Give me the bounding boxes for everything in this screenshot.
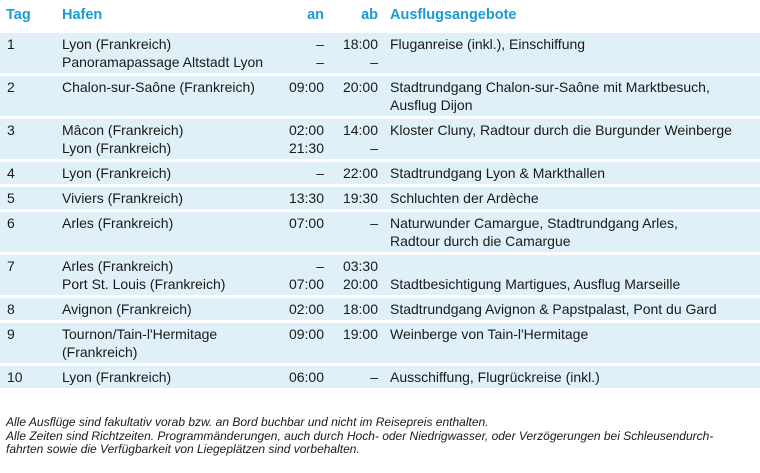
- ausflug-line: Schluchten der Ardèche: [390, 190, 539, 206]
- cell-an: [280, 211, 328, 254]
- ausflug-line: Kloster Cluny, Radtour durch die Burgunder Weinberge: [390, 122, 732, 138]
- hafen-line: Viviers (Frankreich): [62, 190, 184, 206]
- cell-an: [280, 32, 328, 75]
- hafen-line: Lyon (Frankreich): [62, 140, 172, 156]
- cell-hafen: [50, 254, 280, 297]
- header-ausflugsangebote: Ausflugsangebote: [382, 0, 760, 32]
- an-line: 07:00: [288, 276, 324, 292]
- an-line: 09:00: [288, 79, 324, 95]
- cell-tag: 9: [7, 326, 15, 342]
- hafen-line: Chalon-sur-Saône (Frankreich): [62, 79, 255, 95]
- an-line: –: [316, 258, 324, 274]
- cell-an: [280, 297, 328, 322]
- cell-hafen: [50, 75, 280, 118]
- cell-ab: [328, 322, 382, 365]
- cell-ab: [328, 365, 382, 389]
- cell-ausflug: [382, 161, 760, 186]
- cell-hafen: [50, 118, 280, 161]
- cell-ab: [328, 161, 382, 186]
- cell-hafen: [50, 211, 280, 254]
- table-row: [0, 211, 760, 254]
- cell-tag: 7: [7, 258, 15, 274]
- table-row: [0, 186, 760, 211]
- ausflug-line: Ausschiffung, Flugrückreise (inkl.): [390, 369, 600, 385]
- cell-an: [280, 322, 328, 365]
- hafen-line: Arles (Frankreich): [62, 215, 174, 231]
- hafen-line: Mâcon (Frankreich): [62, 122, 184, 138]
- cell-tag: 6: [7, 215, 15, 231]
- ausflug-line: Stadtrundgang Chalon-sur-Saône mit Marktbesuch,: [390, 79, 710, 95]
- hafen-line: Arles (Frankreich): [62, 258, 174, 274]
- table-row: [0, 365, 760, 389]
- hafen-line: Lyon (Frankreich): [62, 36, 172, 52]
- cell-hafen: [50, 186, 280, 211]
- cell-ab: [328, 254, 382, 297]
- an-line: 02:00: [288, 122, 324, 138]
- ab-line: 22:00: [342, 165, 378, 181]
- cell-ausflug: [382, 322, 760, 365]
- an-line: 02:00: [288, 301, 324, 317]
- ab-line: –: [370, 369, 378, 385]
- cell-an: [280, 75, 328, 118]
- an-line: 13:30: [288, 190, 324, 206]
- cell-tag: 8: [7, 301, 15, 317]
- header-tag: Tag: [0, 0, 50, 32]
- ab-line: 20:00: [342, 276, 378, 292]
- cell-an: [280, 365, 328, 389]
- header-hafen: Hafen: [50, 0, 280, 32]
- hafen-line: Lyon (Frankreich): [62, 165, 172, 181]
- table-row: [0, 254, 760, 297]
- header-ab: ab: [328, 0, 382, 32]
- cell-hafen: [50, 32, 280, 75]
- cell-tag: 5: [7, 190, 15, 206]
- cell-ab: [328, 211, 382, 254]
- ausflug-line: Radtour durch die Camargue: [390, 233, 571, 249]
- cell-ausflug: [382, 75, 760, 118]
- cell-hafen: [50, 365, 280, 389]
- table-row: [0, 297, 760, 322]
- ab-line: 14:00: [342, 122, 378, 138]
- hafen-line: Lyon (Frankreich): [62, 369, 172, 385]
- an-line: 06:00: [288, 369, 324, 385]
- hafen-line: Tournon/Tain-l'Hermitage: [62, 326, 218, 342]
- cell-ab: [328, 297, 382, 322]
- footnotes: [6, 416, 756, 457]
- cell-tag: 4: [7, 165, 15, 181]
- ausflug-line: Stadtbesichtigung Martigues, Ausflug Marseille: [390, 276, 681, 292]
- cell-ausflug: [382, 32, 760, 75]
- table-row: [0, 118, 760, 161]
- an-line: –: [316, 36, 324, 52]
- an-line: 07:00: [288, 215, 324, 231]
- ausflug-line: Stadtrundgang Avignon & Papstpalast, Pont du Gard: [390, 301, 717, 317]
- cell-ausflug: [382, 365, 760, 389]
- cell-tag: 10: [7, 369, 23, 385]
- cell-ausflug: [382, 297, 760, 322]
- cell-ab: [328, 32, 382, 75]
- table-row: [0, 32, 760, 75]
- ab-line: 18:00: [342, 301, 378, 317]
- ab-line: 03:30: [342, 258, 378, 274]
- table-row: [0, 161, 760, 186]
- footnote-line: fahrten sowie die Verfügbarkeit von Liegeplätzen sind vorbehalten.: [6, 442, 360, 456]
- ausflug-line: Naturwunder Camargue, Stadtrundgang Arles,: [390, 215, 678, 231]
- ab-line: 20:00: [342, 79, 378, 95]
- ausflug-line: [390, 257, 760, 275]
- cell-ausflug: [382, 211, 760, 254]
- cell-tag: 1: [7, 36, 15, 52]
- ab-line: –: [370, 140, 378, 156]
- ausflug-line: Ausflug Dijon: [390, 97, 473, 113]
- cell-ab: [328, 118, 382, 161]
- ab-line: –: [370, 54, 378, 70]
- an-line: 21:30: [288, 140, 324, 156]
- cell-ab: [328, 186, 382, 211]
- cell-hafen: [50, 322, 280, 365]
- cell-an: [280, 118, 328, 161]
- hafen-line: Avignon (Frankreich): [62, 301, 192, 317]
- ausflug-line: Fluganreise (inkl.), Einschiffung: [390, 36, 586, 52]
- cell-an: [280, 186, 328, 211]
- cell-hafen: [50, 161, 280, 186]
- cell-an: [280, 161, 328, 186]
- cell-tag: 2: [7, 79, 15, 95]
- cell-ab: [328, 75, 382, 118]
- ab-line: 18:00: [342, 36, 378, 52]
- cell-ausflug: [382, 186, 760, 211]
- header-an: an: [280, 0, 328, 32]
- table-row: [0, 322, 760, 365]
- ab-line: 19:00: [342, 326, 378, 342]
- header-row: [0, 0, 760, 32]
- cell-hafen: [50, 297, 280, 322]
- an-line: –: [316, 165, 324, 181]
- table-row: [0, 75, 760, 118]
- hafen-line: Panoramapassage Altstadt Lyon: [62, 54, 264, 70]
- cell-ausflug: [382, 254, 760, 297]
- ab-line: –: [370, 215, 378, 231]
- ausflug-line: Stadtrundgang Lyon & Markthallen: [390, 165, 606, 181]
- footnote-line: Alle Zeiten sind Richtzeiten. Programmänderungen, auch durch Hoch- oder Niedrigwasser, oder Verzögerungen bei Schleusendurch-: [6, 428, 714, 443]
- ab-line: 19:30: [342, 190, 378, 206]
- hafen-line: (Frankreich): [62, 344, 138, 360]
- cell-an: [280, 254, 328, 297]
- an-line: –: [316, 54, 324, 70]
- cell-ausflug: [382, 118, 760, 161]
- footnote-line: Alle Ausflüge sind fakultativ vorab bzw. an Bord buchbar und nicht im Reisepreis enthalten.: [6, 415, 489, 429]
- ausflug-line: Weinberge von Tain-l'Hermitage: [390, 326, 589, 342]
- hafen-line: Port St. Louis (Frankreich): [62, 276, 226, 292]
- an-line: 09:00: [288, 326, 324, 342]
- cell-tag: 3: [7, 122, 15, 138]
